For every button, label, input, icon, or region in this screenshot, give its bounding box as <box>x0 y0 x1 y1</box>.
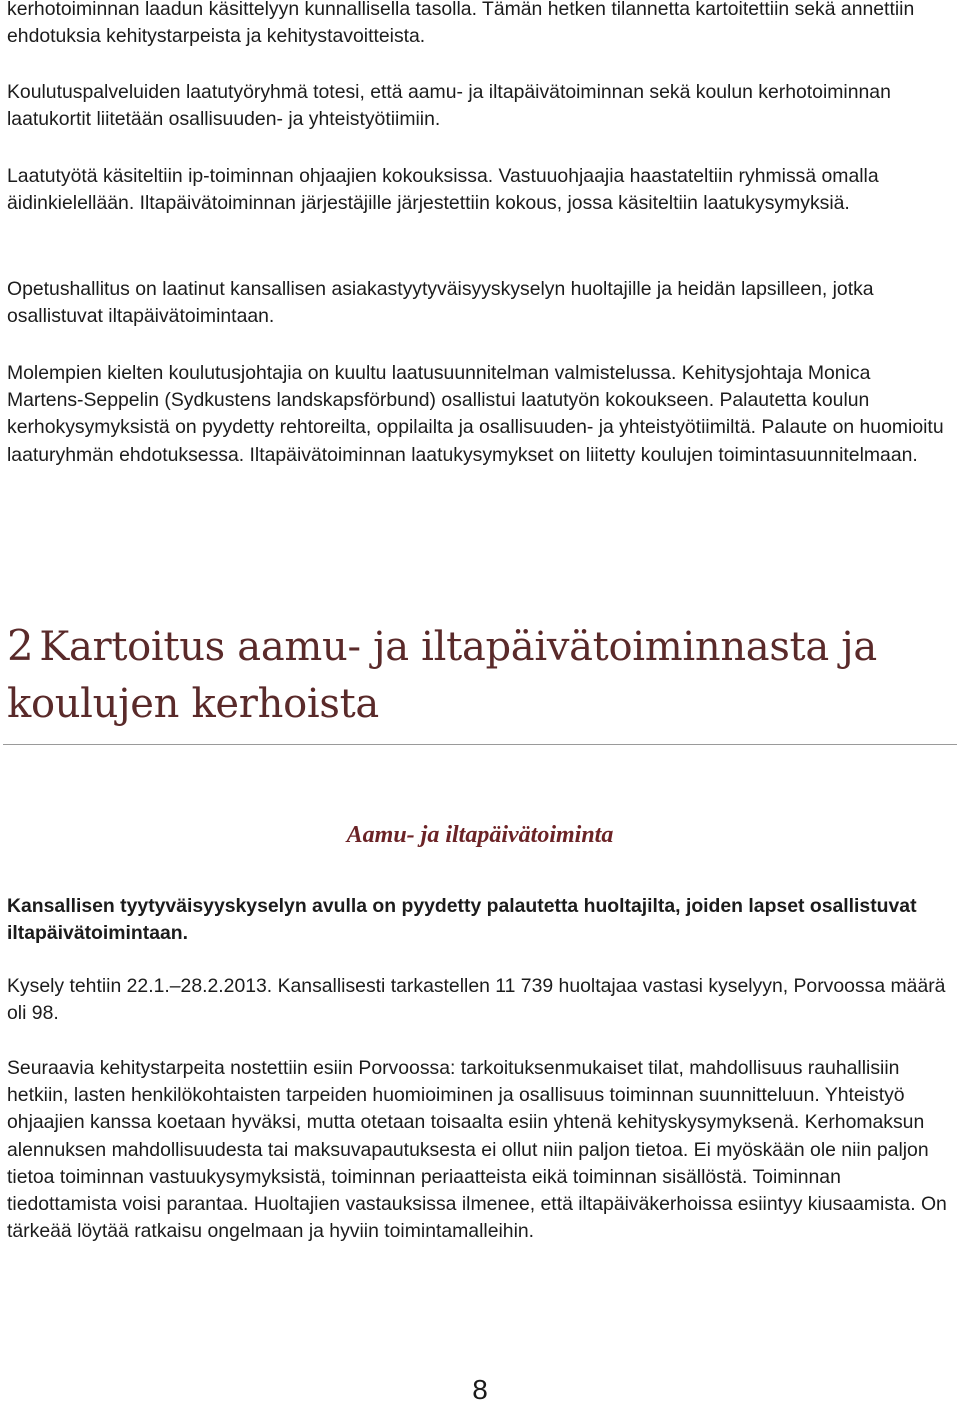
paragraph-development-needs: Seuraavia kehitystarpeita nostettiin esiin Porvoossa: tarkoituksenmukaiset tilat, mahdollisuus rauhallisiin hetkiin, lasten henkilökohtaisten tarpeiden huomioiminen ja osallisuus toiminnan suunnitteluun. Yhteistyö ohjaajien kanssa koetaan hyväksi, mutta otetaan toisaalta esiin yhtenä kehityskysymyksenä. Kerhomaksun alennuksen mahdollisuudesta tai maksuvapautuksesta ei ollut niin paljon tietoa. Ei myöskään ole niin paljon tietoa toiminnan vastuukysymyksistä, toiminnan periaatteista eikä toiminnan sisällöstä. Toiminnan tiedottamista voisi parantaa. Huoltajien vastauksissa ilmenee, että iltapäiväkerhoissa esiintyy kiusaamista. On tärkeää löytää ratkaisu ongelmaan ja hyviin toimintamalleihin. <box>7 1057 947 1243</box>
paragraph-bold-intro: Kansallisen tyytyväisyyskyselyn avulla on pyydetty palautetta huoltajilta, joiden lapset osallistuvat iltapäivätoimintaan. <box>7 895 917 945</box>
subsection-heading: Aamu- ja iltapäivätoiminta <box>346 822 614 848</box>
paragraph-consultation: Molempien kielten koulutusjohtajia on kuultu laatusuunnitelman valmistelussa. Kehitysjohtaja Monica Martens-Seppelin (Sydkustens landskapsförbund) osallistui laatutyön kokoukseen. Palautetta koulun kerhokysymyksistä on pyydetty rehtoreilta, oppilailta ja osallisuuden- ja yhteistyötiimiltä. Palaute on huomioitu laaturyhmän ehdotuksessa. Iltapäivätoiminnan laatukysymykset on liitetty koulujen toimintasuunnitelmaan. <box>7 362 944 466</box>
paragraph-quality-team: Koulutuspalveluiden laatutyöryhmä totesi, että aamu- ja iltapäivätoiminnan sekä koulun kerhotoiminnan laatukortit liitetään osallisuuden- ja yhteistyötiimiin. <box>7 81 891 131</box>
section-heading <box>7 617 952 733</box>
paragraph-national-survey: Opetushallitus on laatinut kansallisen asiakastyytyväisyyskyselyn huoltajille ja heidän lapsilleen, jotka osallistuvat iltapäivätoimintaan. <box>7 278 874 328</box>
paragraph-quality-meetings: Laatutyötä käsiteltiin ip-toiminnan ohjaajien kokouksissa. Vastuuohjaajia haastateltiin ryhmissä omalla äidinkielellään. Iltapäivätoiminnan järjestäjille järjestettiin kokous, jossa käsiteltiin laatukysymyksiä. <box>7 165 879 215</box>
paragraph-intro-continuation: kerhotoiminnan laadun käsittelyyn kunnallisella tasolla. Tämän hetken tilannetta kartoitettiin sekä annettiin ehdotuksia kehitystarpeista ja kehitystavoitteista. <box>7 0 915 48</box>
section-divider <box>3 744 957 745</box>
section-number: 2 <box>7 621 34 670</box>
page-number: 8 <box>472 1374 488 1405</box>
paragraph-survey-details: Kysely tehtiin 22.1.–28.2.2013. Kansallisesti tarkastellen 11 739 huoltajaa vastasi kyselyyn, Porvoossa määrä oli 98. <box>7 975 946 1025</box>
section-title: Kartoitus aamu- ja iltapäivätoiminnasta ja koulujen kerhoista <box>7 624 877 727</box>
